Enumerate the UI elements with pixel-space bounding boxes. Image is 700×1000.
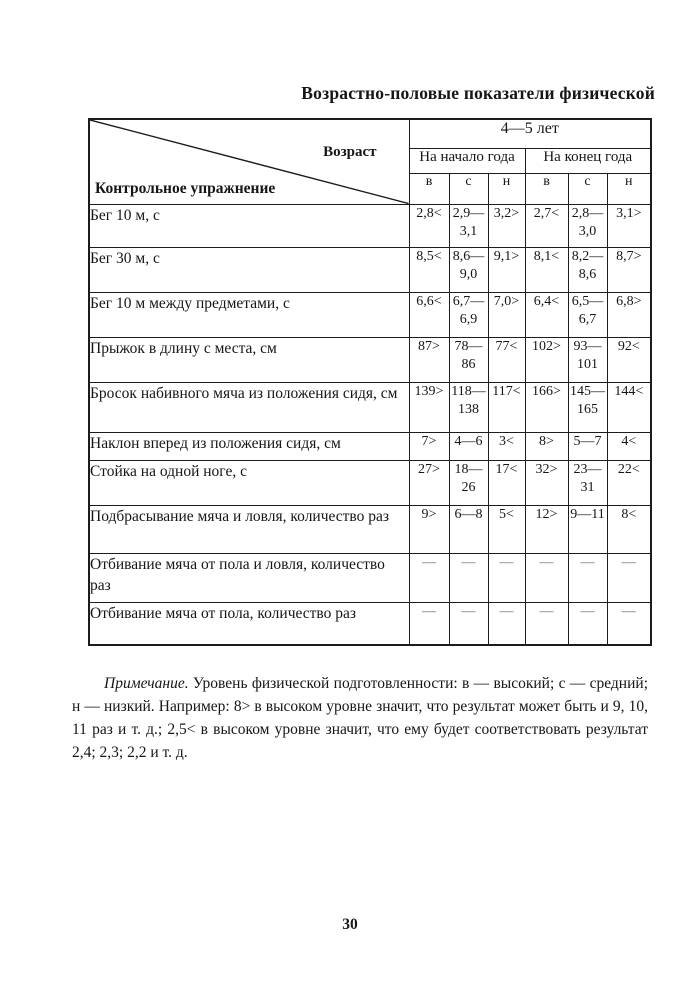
value-cell: 6,7—6,9 xyxy=(449,292,488,337)
page-title: Возрастно-половые показатели физической xyxy=(301,83,655,103)
value-cell: 9,1> xyxy=(488,247,525,292)
value-cell: 118—138 xyxy=(449,382,488,432)
value-cell: 2,7< xyxy=(525,204,568,247)
value-cell: 144< xyxy=(607,382,651,432)
level-header: н xyxy=(607,173,651,204)
value-cell: 8> xyxy=(525,432,568,460)
value-cell: 8< xyxy=(607,505,651,553)
value-cell: 5< xyxy=(488,505,525,553)
table-row xyxy=(89,247,651,292)
value-cell: — xyxy=(607,553,651,602)
value-cell: 6,6< xyxy=(409,292,449,337)
value-cell: 6—8 xyxy=(449,505,488,553)
value-cell: 87> xyxy=(409,337,449,382)
value-cell: — xyxy=(409,553,449,602)
note-paragraph xyxy=(72,672,648,764)
exercise-cell: Отбивание мяча от пола и ловля, количество раз xyxy=(89,553,409,602)
value-cell: 17< xyxy=(488,460,525,505)
value-cell: 77< xyxy=(488,337,525,382)
table-row xyxy=(89,553,651,602)
table-row xyxy=(89,292,651,337)
value-cell: 8,5< xyxy=(409,247,449,292)
table-row xyxy=(89,432,651,460)
value-cell: 6,8> xyxy=(607,292,651,337)
exercise-cell: Наклон вперед из положения сидя, см xyxy=(89,432,409,460)
value-cell: 32> xyxy=(525,460,568,505)
value-cell: 5—7 xyxy=(568,432,607,460)
value-cell: 8,1< xyxy=(525,247,568,292)
value-cell: 3,2> xyxy=(488,204,525,247)
value-cell: 166> xyxy=(525,382,568,432)
value-cell: 23—31 xyxy=(568,460,607,505)
note-text: Уровень физической подготовленности: в — высокий; с — средний; н — низкий. Например: 8> в высоком уровне значит, что результат может быть и 9, 10, 11 раз и т. д.; 2,5< в высоком уровне значит, что ему будет соответствовать результат 2,4; 2,3; 2,2 и т. д. xyxy=(72,675,648,761)
level-header: с xyxy=(568,173,607,204)
value-cell: 117< xyxy=(488,382,525,432)
value-cell: 4< xyxy=(607,432,651,460)
table-row xyxy=(89,505,651,553)
exercise-cell: Бросок набивного мяча из положения сидя, см xyxy=(89,382,409,432)
value-cell: 12> xyxy=(525,505,568,553)
page-number: 30 xyxy=(342,916,358,933)
exercise-cell: Подбрасывание мяча и ловля, количество раз xyxy=(89,505,409,553)
exercise-cell: Бег 10 м, с xyxy=(89,204,409,247)
value-cell: — xyxy=(449,553,488,602)
exercise-cell: Прыжок в длину с места, см xyxy=(89,337,409,382)
value-cell: — xyxy=(409,602,449,645)
value-cell: 9—11 xyxy=(568,505,607,553)
exercise-cell: Бег 10 м между предметами, с xyxy=(89,292,409,337)
value-cell: 9> xyxy=(409,505,449,553)
corner-exercise-label: Контрольное упражнение xyxy=(95,179,276,197)
value-cell: 145—165 xyxy=(568,382,607,432)
value-cell: 4—6 xyxy=(449,432,488,460)
level-header: с xyxy=(449,173,488,204)
age-group-header: 4—5 лет xyxy=(409,119,651,148)
table-row xyxy=(89,382,651,432)
level-header: в xyxy=(409,173,449,204)
table-row xyxy=(89,460,651,505)
value-cell: 139> xyxy=(409,382,449,432)
value-cell: 27> xyxy=(409,460,449,505)
value-cell: 18—26 xyxy=(449,460,488,505)
value-cell: — xyxy=(568,553,607,602)
value-cell: 8,6—9,0 xyxy=(449,247,488,292)
table-row xyxy=(89,337,651,382)
value-cell: 8,7> xyxy=(607,247,651,292)
value-cell: 2,9—3,1 xyxy=(449,204,488,247)
value-cell: 3< xyxy=(488,432,525,460)
corner-age-label: Возраст xyxy=(323,144,377,160)
exercise-cell: Бег 30 м, с xyxy=(89,247,409,292)
value-cell: — xyxy=(568,602,607,645)
value-cell: 2,8—3,0 xyxy=(568,204,607,247)
value-cell: 7> xyxy=(409,432,449,460)
header-row-age xyxy=(89,119,651,148)
value-cell: — xyxy=(488,553,525,602)
value-cell: 93—101 xyxy=(568,337,607,382)
corner-cell xyxy=(89,119,409,204)
value-cell: 6,5—6,7 xyxy=(568,292,607,337)
value-cell: — xyxy=(449,602,488,645)
value-cell: — xyxy=(488,602,525,645)
value-cell: 92< xyxy=(607,337,651,382)
table-row xyxy=(89,602,651,645)
table-row xyxy=(89,204,651,247)
note-label: Примечание. xyxy=(104,675,189,692)
value-cell: — xyxy=(525,553,568,602)
value-cell: 102> xyxy=(525,337,568,382)
value-cell: — xyxy=(525,602,568,645)
value-cell: 8,2—8,6 xyxy=(568,247,607,292)
value-cell: 6,4< xyxy=(525,292,568,337)
value-cell: 3,1> xyxy=(607,204,651,247)
value-cell: 78—86 xyxy=(449,337,488,382)
value-cell: — xyxy=(607,602,651,645)
period-start-header: На начало года xyxy=(409,148,525,173)
exercise-cell: Отбивание мяча от пола, количество раз xyxy=(89,602,409,645)
fitness-indicators-table xyxy=(88,118,652,646)
period-end-header: На конец года xyxy=(525,148,651,173)
level-header: в xyxy=(525,173,568,204)
level-header: н xyxy=(488,173,525,204)
value-cell: 2,8< xyxy=(409,204,449,247)
exercise-cell: Стойка на одной ноге, с xyxy=(89,460,409,505)
value-cell: 22< xyxy=(607,460,651,505)
value-cell: 7,0> xyxy=(488,292,525,337)
